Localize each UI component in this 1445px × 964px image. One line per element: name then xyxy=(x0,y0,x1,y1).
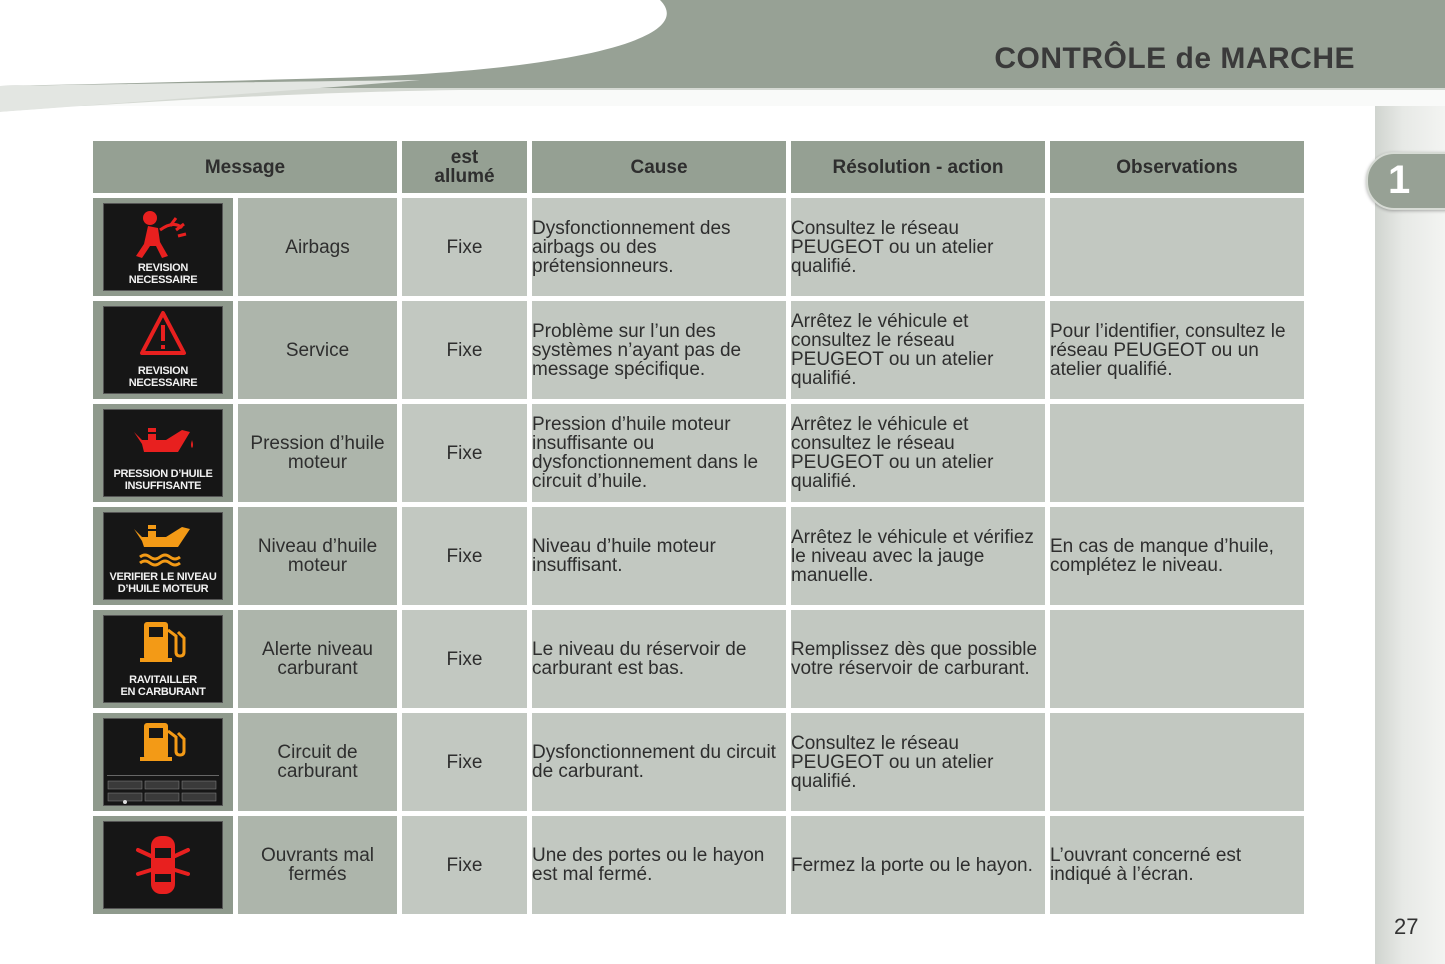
resolution-text: Remplissez dès que possible votre réservoir de carburant. xyxy=(791,610,1045,708)
table-row xyxy=(93,816,1304,914)
resolution-text: Arrêtez le véhicule et consultez le réseau PEUGEOT ou un atelier qualifié. xyxy=(791,404,1045,502)
observations-text xyxy=(1050,610,1304,708)
header-resolution: Résolution - action xyxy=(791,141,1045,193)
display-screen xyxy=(103,718,223,806)
lit-status: Fixe xyxy=(402,301,527,399)
message-name: Airbags xyxy=(238,198,397,296)
header-observations: Observations xyxy=(1050,141,1304,193)
resolution-text: Consultez le réseau PEUGEOT ou un atelier qualifié. xyxy=(791,713,1045,811)
table-row xyxy=(93,507,1304,605)
resolution-text: Consultez le réseau PEUGEOT ou un atelier qualifié. xyxy=(791,198,1045,296)
table-row xyxy=(93,713,1304,811)
lit-status: Fixe xyxy=(402,507,527,605)
message-name: Service xyxy=(238,301,397,399)
icon-cell xyxy=(93,816,233,914)
message-name: Ouvrants mal fermés xyxy=(238,816,397,914)
icon-cell xyxy=(93,301,233,399)
message-name: Alerte niveau carburant xyxy=(238,610,397,708)
display-screen xyxy=(103,615,223,703)
menu-screen-graphic xyxy=(104,719,222,805)
display-screen xyxy=(103,512,223,600)
icon-cell xyxy=(93,198,233,296)
screen-line-1: REVISION NECESSAIRE xyxy=(128,365,198,389)
header-lit-line1: est xyxy=(450,147,479,168)
message-name: Niveau d’huile moteur xyxy=(238,507,397,605)
screen-message xyxy=(104,674,222,698)
screen-message xyxy=(104,262,222,286)
icon-cell xyxy=(93,713,233,811)
side-strip xyxy=(1375,106,1445,964)
header-message: Message xyxy=(93,141,397,193)
lit-status: Fixe xyxy=(402,610,527,708)
icon-cell xyxy=(93,507,233,605)
lit-status: Fixe xyxy=(402,404,527,502)
table-row xyxy=(93,404,1304,502)
cause-text: Problème sur l’un des systèmes n’ayant pas de message spécifique. xyxy=(532,301,786,399)
observations-text: Pour l’identifier, consultez le réseau PEUGEOT ou un atelier qualifié. xyxy=(1050,301,1304,399)
cause-text: Dysfonctionnement des airbags ou des prétensionneurs. xyxy=(532,198,786,296)
screen-line-1: RAVITAILLER xyxy=(129,674,197,686)
header-lit xyxy=(402,141,527,193)
resolution-text: Arrêtez le véhicule et consultez le réseau PEUGEOT ou un atelier qualifié. xyxy=(791,301,1045,399)
display-screen xyxy=(103,203,223,291)
resolution-text: Fermez la porte ou le hayon. xyxy=(791,816,1045,914)
lit-status: Fixe xyxy=(402,713,527,811)
cause-text: Pression d’huile moteur insuffisante ou dysfonctionnement dans le circuit d’huile. xyxy=(532,404,786,502)
lit-status: Fixe xyxy=(402,198,527,296)
open-doors-icon xyxy=(104,822,222,908)
screen-line-2: EN CARBURANT xyxy=(120,686,206,698)
table-row xyxy=(93,301,1304,399)
header-lit-line2: allumé xyxy=(434,166,495,187)
table-row xyxy=(93,198,1304,296)
observations-text: L’ouvrant concerné est indiqué à l’écran. xyxy=(1050,816,1304,914)
cause-text: Une des portes ou le hayon est mal fermé. xyxy=(532,816,786,914)
cause-text: Dysfonctionnement du circuit de carburant. xyxy=(532,713,786,811)
chapter-number: 1 xyxy=(1388,158,1411,202)
chapter-tab[interactable] xyxy=(1366,152,1445,210)
lit-status: Fixe xyxy=(402,816,527,914)
screen-line-1: REVISION NECESSAIRE xyxy=(128,262,198,286)
page-title: CONTRÔLE de MARCHE xyxy=(994,42,1355,75)
screen-message xyxy=(104,468,222,492)
display-screen xyxy=(103,306,223,394)
message-name: Pression d’huile moteur xyxy=(238,404,397,502)
message-name: Circuit de carburant xyxy=(238,713,397,811)
icon-cell xyxy=(93,404,233,502)
cause-text: Le niveau du réservoir de carburant est bas. xyxy=(532,610,786,708)
warning-messages-table xyxy=(88,136,1309,919)
table-header-row xyxy=(93,141,1304,193)
display-screen xyxy=(103,409,223,497)
resolution-text: Arrêtez le véhicule et vérifiez le niveau avec la jauge manuelle. xyxy=(791,507,1045,605)
observations-text xyxy=(1050,713,1304,811)
screen-line-1: PRESSION D’HUILE xyxy=(113,468,213,480)
icon-cell xyxy=(93,610,233,708)
observations-text xyxy=(1050,198,1304,296)
observations-text: En cas de manque d’huile, complétez le niveau. xyxy=(1050,507,1304,605)
display-screen xyxy=(103,821,223,909)
screen-message xyxy=(104,365,222,389)
table-row xyxy=(93,610,1304,708)
screen-message xyxy=(104,571,222,595)
observations-text xyxy=(1050,404,1304,502)
header-cause: Cause xyxy=(532,141,786,193)
screen-line-1: VERIFIER LE NIVEAU xyxy=(109,571,217,583)
screen-line-2: INSUFFISANTE xyxy=(124,480,202,492)
page-number: 27 xyxy=(1394,914,1419,939)
cause-text: Niveau d’huile moteur insuffisant. xyxy=(532,507,786,605)
screen-line-2: D’HUILE MOTEUR xyxy=(117,583,209,595)
